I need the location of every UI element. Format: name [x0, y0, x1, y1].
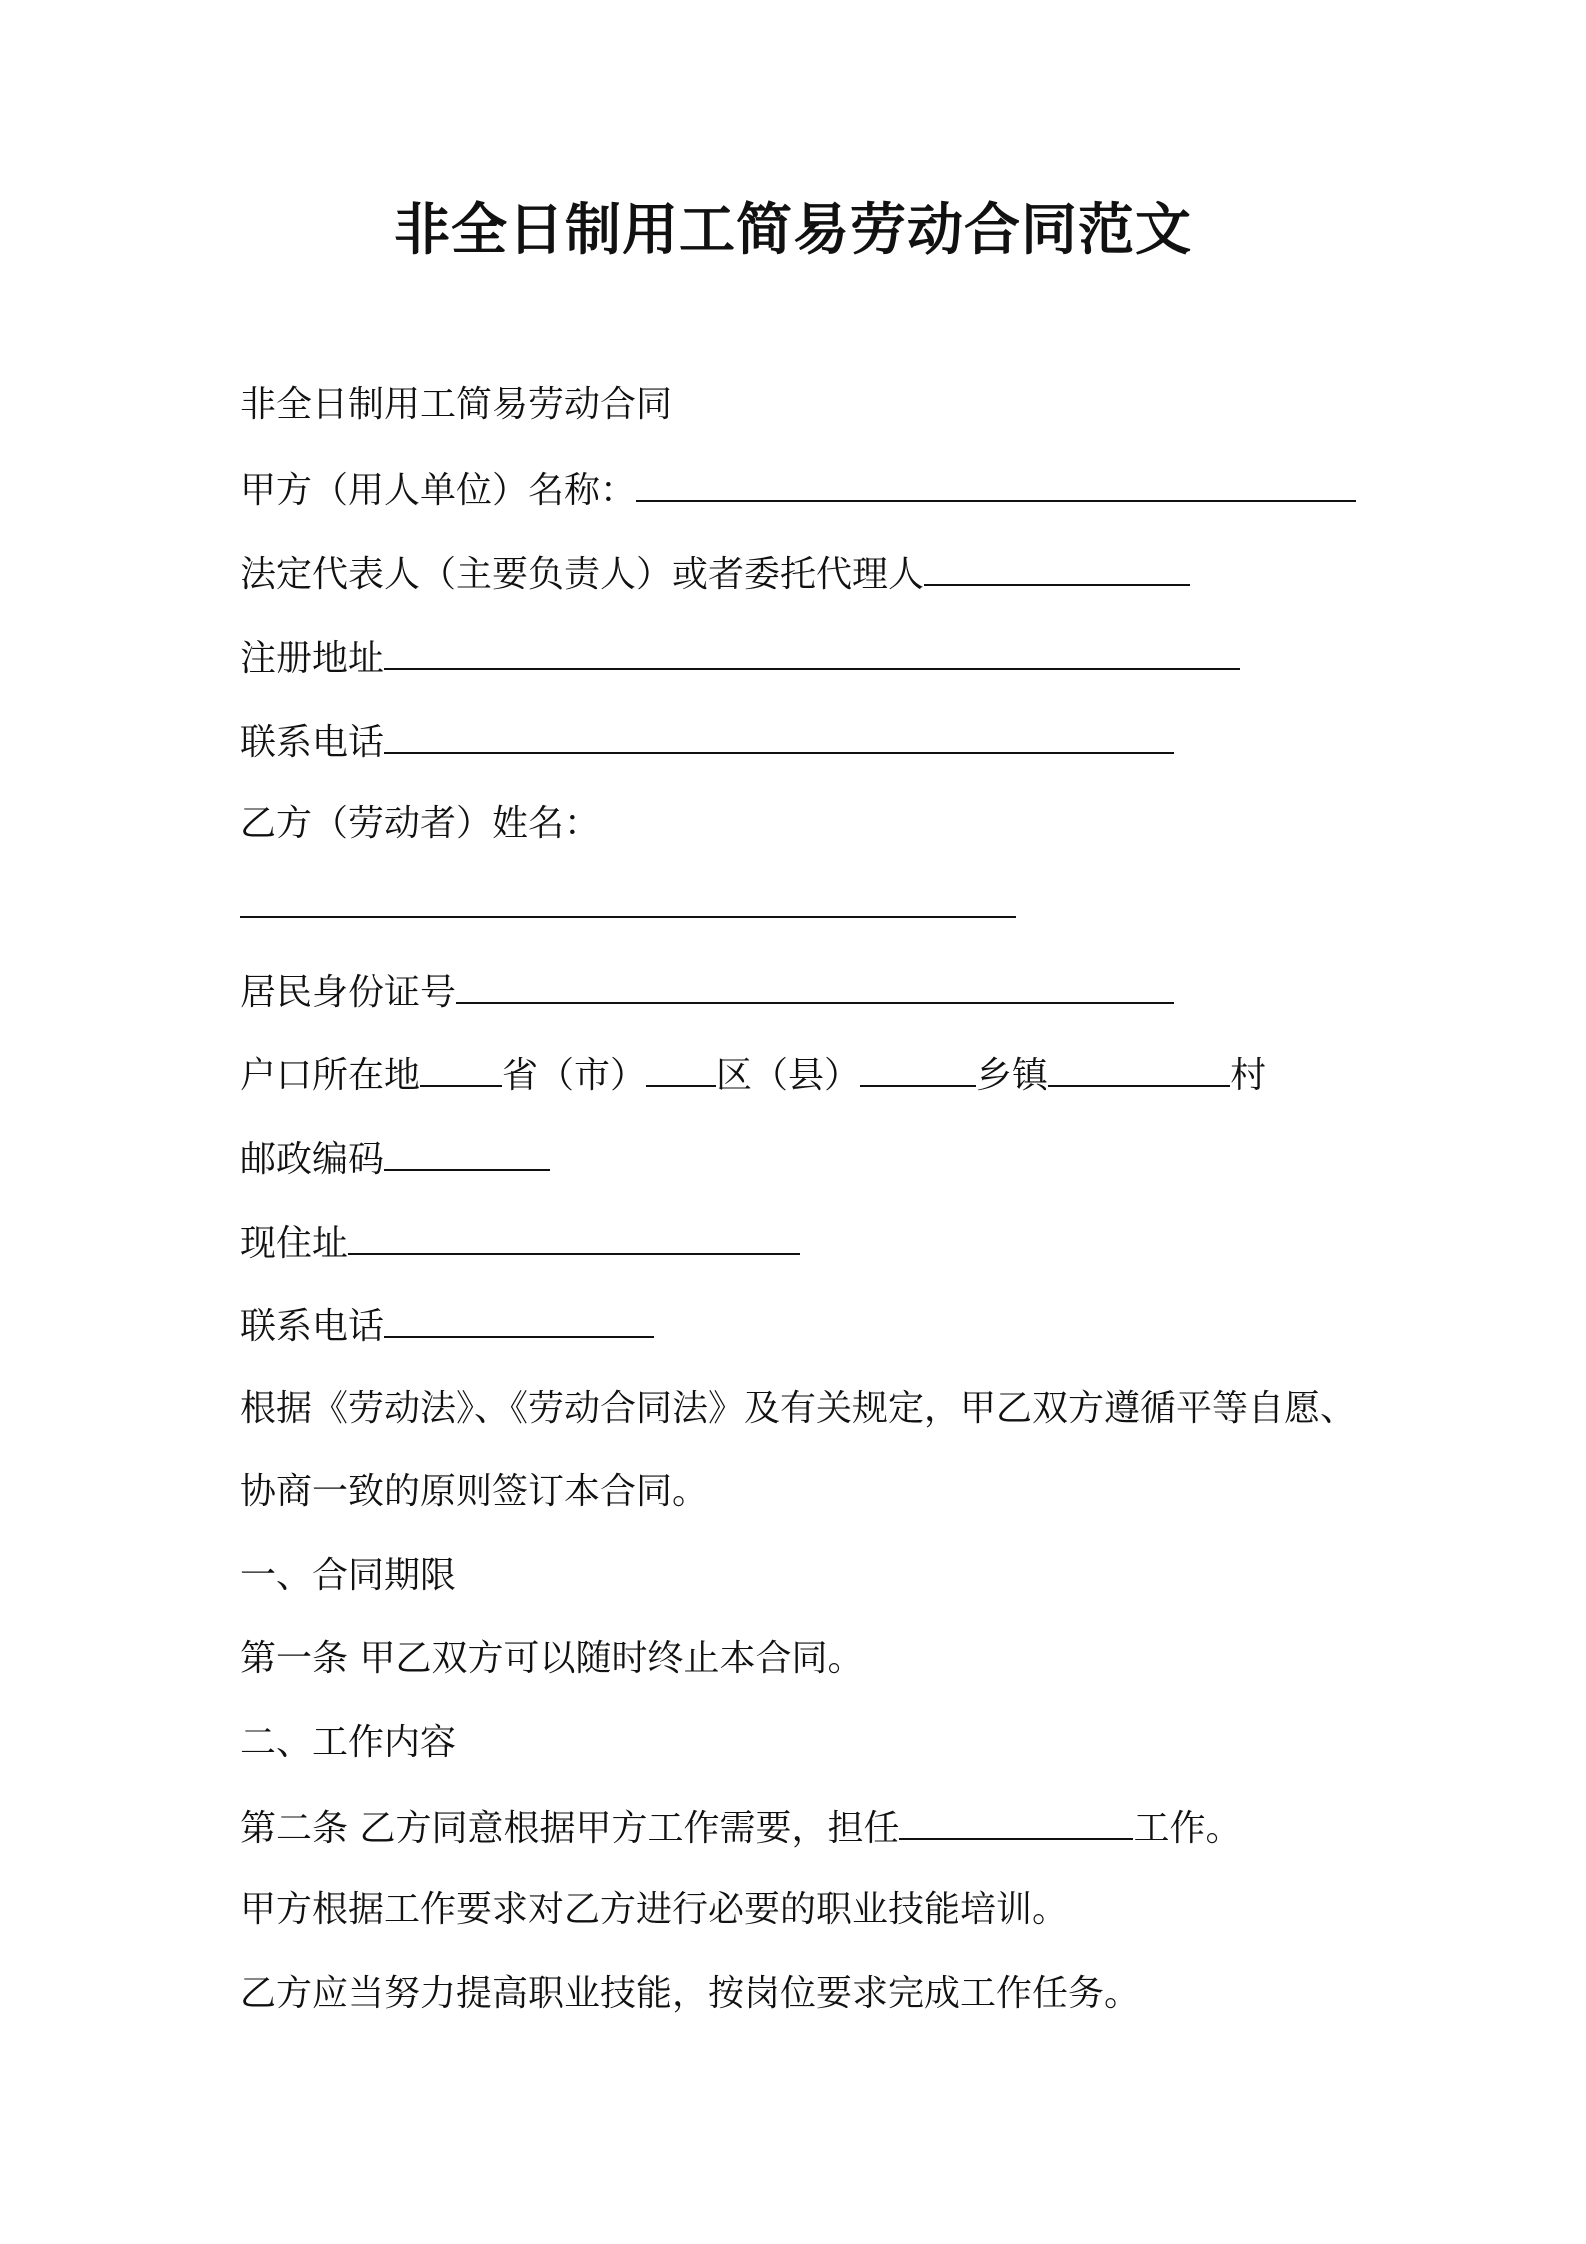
party-b-hukou-row — [240, 1049, 1266, 1099]
hukou-village-blank — [1048, 1049, 1230, 1087]
party-b-id-row — [240, 966, 1174, 1016]
hukou-province-label: 省（市） — [502, 1055, 647, 1096]
party-a-rep-label: 法定代表人（主要负责人）或者委托代理人 — [240, 554, 925, 595]
contract-subtitle — [240, 380, 672, 430]
postcode-blank — [384, 1133, 550, 1171]
current-address-blank — [348, 1217, 800, 1255]
party-b-postcode-row — [240, 1133, 550, 1183]
party-b-name-row — [240, 799, 600, 849]
party-b-name-blank — [240, 880, 1016, 918]
party-b-phone-row — [240, 1300, 654, 1350]
preamble-line-1 — [240, 1384, 1356, 1434]
duty-text: 乙方应当努力提高职业技能，按岗位要求完成工作任务。 — [240, 1973, 1141, 2014]
party-b-id-blank — [456, 966, 1174, 1004]
hukou-town-blank — [860, 1049, 976, 1087]
section-1-heading-text: 一、合同期限 — [240, 1555, 457, 1596]
hukou-town-label: 乡镇 — [976, 1055, 1049, 1096]
section-2-heading — [240, 1718, 456, 1768]
training-text: 甲方根据工作要求对乙方进行必要的职业技能培训。 — [240, 1889, 1069, 1930]
preamble-text-2: 协商一致的原则签订本合同。 — [240, 1471, 709, 1512]
hukou-district-label: 区（县） — [716, 1055, 861, 1096]
party-a-name-row — [240, 464, 1356, 514]
party-b-id-label: 居民身份证号 — [240, 972, 457, 1013]
article-2-prefix: 第二条 乙方同意根据甲方工作需要，担任 — [240, 1808, 900, 1849]
hukou-village-label: 村 — [1230, 1055, 1267, 1096]
party-a-rep-row — [240, 548, 1190, 598]
party-a-address-label: 注册地址 — [240, 638, 385, 679]
job-title-blank — [899, 1802, 1133, 1840]
subtitle-text: 非全日制用工简易劳动合同 — [240, 384, 673, 425]
document-title: 非全日制用工简易劳动合同范文 — [394, 198, 1192, 263]
party-a-rep-blank — [924, 548, 1190, 586]
section-2-heading-text: 二、工作内容 — [240, 1722, 457, 1763]
current-address-label: 现住址 — [240, 1223, 349, 1264]
party-b-phone-blank — [384, 1300, 654, 1338]
article-1 — [240, 1634, 863, 1684]
hukou-label: 户口所在地 — [240, 1055, 421, 1096]
preamble-line-2 — [240, 1467, 708, 1517]
party-a-phone-blank — [384, 716, 1174, 754]
party-a-address-blank — [384, 632, 1240, 670]
party-b-current-address-row — [240, 1217, 800, 1267]
hukou-district-blank — [646, 1049, 716, 1087]
party-a-phone-row — [240, 716, 1174, 766]
party-a-name-label: 甲方（用人单位）名称： — [240, 470, 637, 511]
hukou-province-blank — [420, 1049, 502, 1087]
party-a-phone-label: 联系电话 — [240, 722, 385, 763]
party-b-name-blank-row — [240, 880, 1016, 930]
postcode-label: 邮政编码 — [240, 1139, 385, 1180]
preamble-text-1: 根据《劳动法》、《劳动合同法》及有关规定，甲乙双方遵循平等自愿、 — [240, 1388, 1357, 1429]
article-2 — [240, 1802, 1241, 1852]
party-b-name-label: 乙方（劳动者）姓名： — [240, 803, 601, 844]
party-a-name-blank — [636, 464, 1356, 502]
article-2-suffix: 工作。 — [1133, 1808, 1242, 1849]
duty-paragraph — [240, 1969, 1140, 2019]
party-b-phone-label: 联系电话 — [240, 1306, 385, 1347]
section-1-heading — [240, 1551, 456, 1601]
article-1-text: 第一条 甲乙双方可以随时终止本合同。 — [240, 1638, 864, 1679]
party-a-address-row — [240, 632, 1240, 682]
training-paragraph — [240, 1885, 1068, 1935]
